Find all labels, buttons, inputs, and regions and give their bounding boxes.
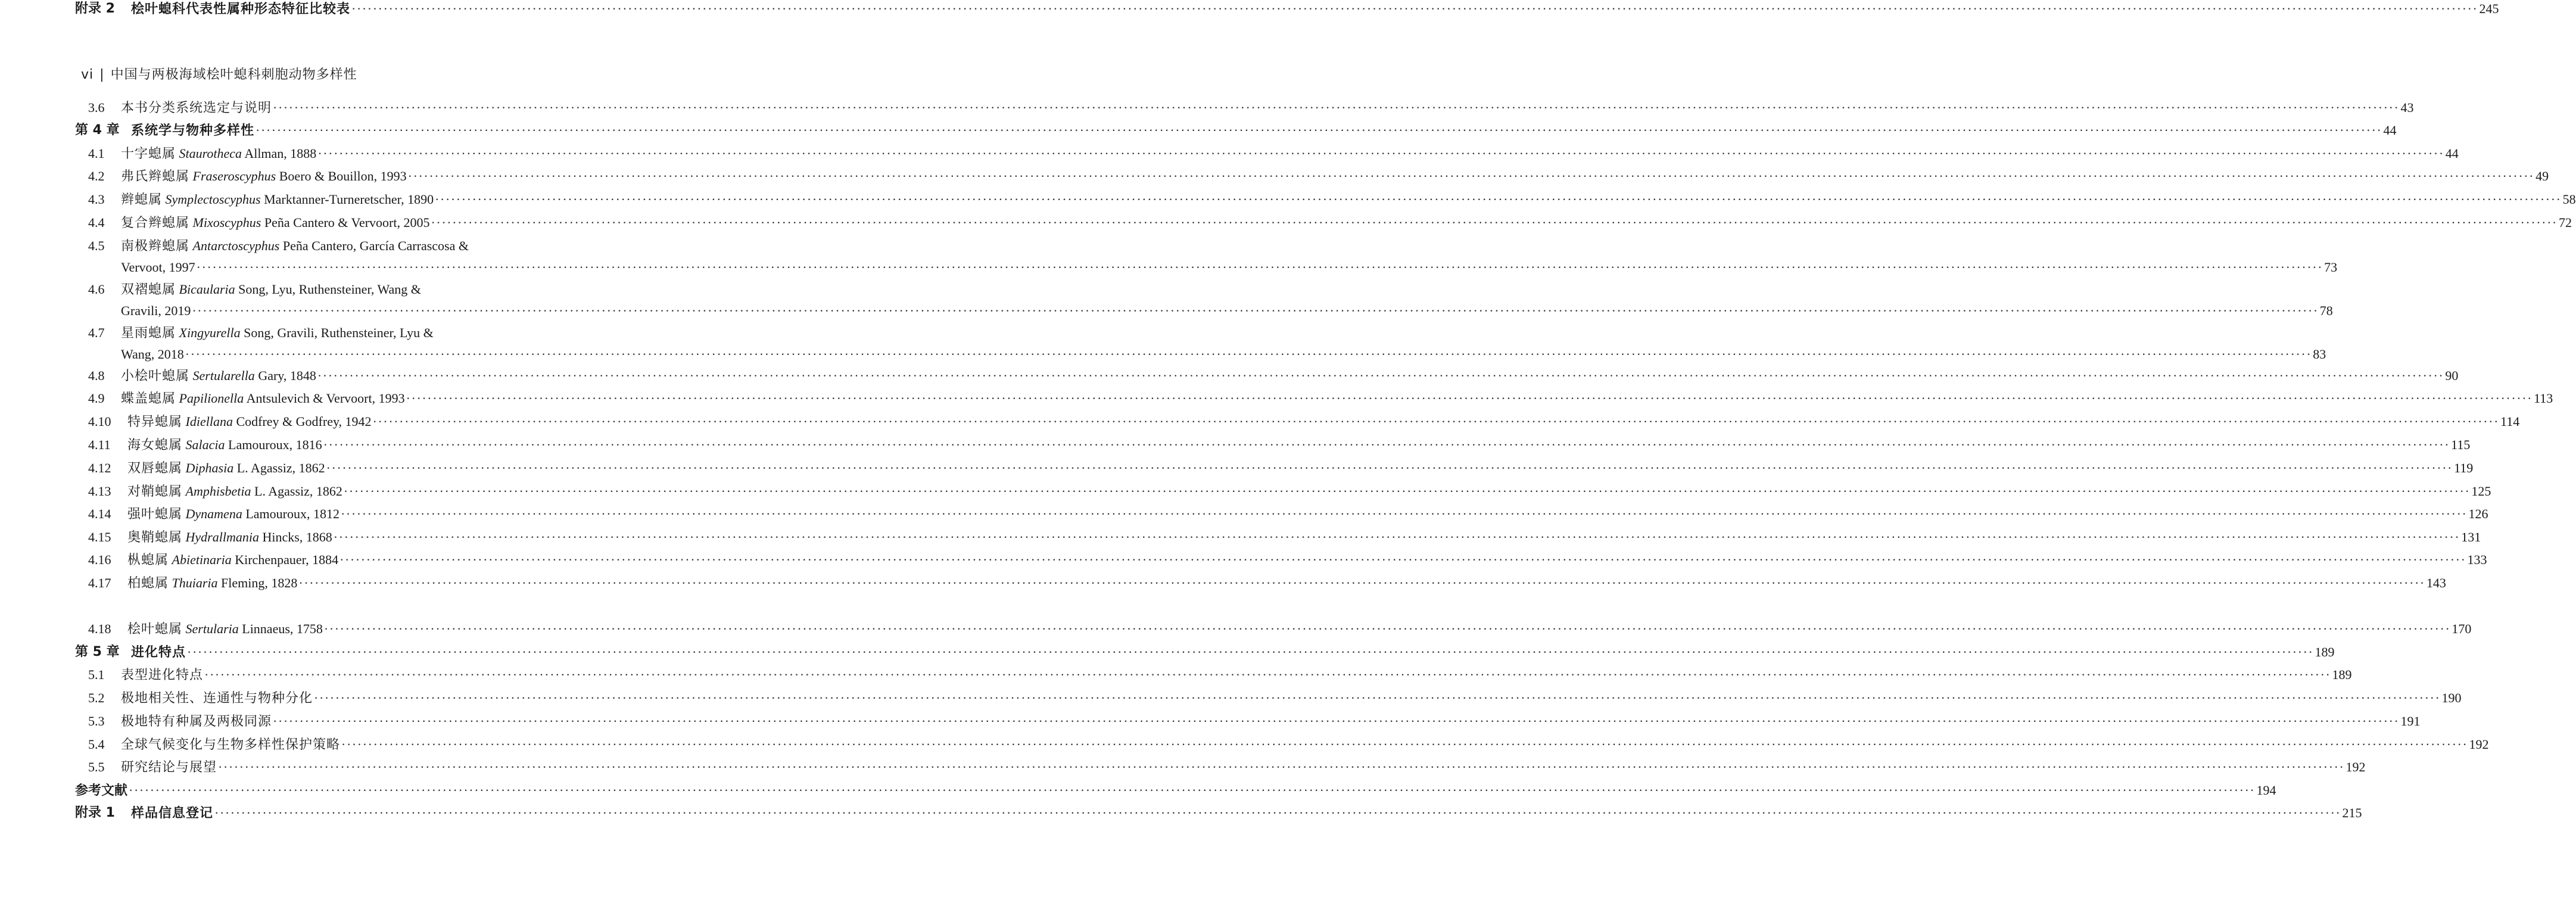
author-citation: L. Agassiz, 1862	[254, 484, 342, 499]
page-ref: 125	[2470, 482, 2491, 500]
author-citation-cont: Wang, 2018	[121, 347, 184, 362]
author-citation: Lamouroux, 1816	[228, 437, 322, 452]
genus-name: Idiellana	[185, 414, 233, 429]
toc-entry[interactable]	[0, 145, 2459, 163]
author-citation: Codfrey & Godfrey, 1942	[236, 414, 372, 429]
leader-dots: ················································································································································································································································································································································································································	[187, 645, 2314, 659]
genus-name: Mixoscyphus	[192, 215, 261, 230]
page-ref: 170	[2450, 620, 2471, 638]
toc-entry[interactable]	[0, 324, 643, 342]
toc-entry[interactable]	[0, 0, 2499, 18]
author-citation-cont: Gravili, 2019	[121, 303, 191, 318]
page-ref: 126	[2467, 505, 2488, 523]
toc-entry[interactable]	[0, 482, 2491, 500]
toc-title-cn: 星雨螅属	[121, 326, 176, 341]
leader-dots: ················································································································································································································································································································································································································	[326, 460, 2453, 475]
toc-entry[interactable]	[0, 122, 2397, 139]
leader-dots: ················································································································································································································································································································································································································	[129, 783, 2256, 798]
leader-dots: ················································································································································································································································································································································································································	[372, 414, 2500, 429]
toc-title-cn: 桧叶螅科代表性属种形态特征比较表	[131, 2, 351, 17]
toc-title-cn: 双唇螅属	[127, 461, 183, 476]
toc-title-cn: 奥鞘螅属	[127, 530, 183, 545]
toc-entry-continuation[interactable]	[0, 302, 2333, 320]
toc-entry[interactable]	[0, 620, 2472, 638]
author-citation-cont: Vervoot, 1997	[121, 260, 195, 275]
genus-name: Diphasia	[185, 460, 234, 475]
toc-entry[interactable]	[0, 528, 2481, 546]
toc-title-cn: 小桧叶螅属	[121, 369, 190, 384]
leader-dots: ················································································································································································································································································································································································································	[407, 169, 2535, 183]
genus-name: Sertularella	[192, 368, 255, 383]
toc-entry[interactable]	[0, 99, 2414, 117]
page-ref: 114	[2499, 413, 2519, 431]
toc-number: 4.2	[88, 169, 105, 183]
page-ref: 189	[2313, 643, 2334, 661]
leader-dots: ················································································································································································································································································································································································································	[431, 215, 2558, 230]
leader-dots: ················································································································································································································································································································································································································	[341, 737, 2468, 752]
toc-entry[interactable]	[0, 237, 643, 255]
author-citation: Hincks, 1868	[262, 530, 332, 544]
page-ref: 73	[2323, 259, 2337, 276]
toc-number: 5.2	[88, 690, 105, 705]
genus-name: Dynamena	[185, 506, 242, 521]
genus-name: Symplectoscyphus	[165, 192, 261, 207]
page-ref: 83	[2312, 345, 2326, 363]
page-number: vi	[81, 67, 94, 82]
leader-dots: ················································································································································································································································································································································································································	[185, 347, 2312, 362]
leader-dots: ················································································································································································································································································································································································································	[317, 146, 2444, 161]
toc-number: 4.12	[88, 460, 111, 475]
toc-title-cn: 强叶螅属	[127, 507, 183, 522]
toc-title-cn: 蝶盖螅属	[121, 391, 176, 406]
toc-entry[interactable]	[0, 782, 2276, 799]
toc-title-cn: 复合辫螅属	[121, 216, 190, 231]
toc-entry[interactable]	[0, 436, 2471, 454]
leader-dots: ················································································································································································································································································································································································································	[351, 1, 2478, 16]
toc-number: 4.5	[88, 238, 105, 253]
toc-title-cn: 双褶螅属	[121, 282, 176, 297]
leader-dots: ················································································································································································································································································································································································································	[314, 690, 2441, 705]
page-ref: 49	[2534, 167, 2549, 185]
leader-dots: ················································································································································································································································································································································································································	[196, 260, 2323, 275]
toc-title-cn: 南极辫螅属	[121, 239, 190, 254]
toc-entry-continuation[interactable]	[0, 345, 2326, 363]
leader-dots: ················································································································································································································································································································································································································	[333, 530, 2460, 544]
page-ref: 215	[2341, 804, 2362, 822]
leader-dots: ················································································································································································································································································································································································································	[256, 123, 2382, 138]
genus-name: Thuiaria	[172, 575, 218, 590]
page-ref: 119	[2453, 459, 2473, 477]
leader-dots: ················································································································································································································································································································································································································	[218, 759, 2345, 774]
toc-title-cn: 本书分类系统选定与说明	[121, 101, 272, 116]
running-header	[81, 64, 357, 83]
toc-title-cn: 柏螅属	[127, 576, 169, 591]
toc-number: 5.1	[88, 667, 105, 682]
toc-title-cn: 弗氏辫螅属	[121, 169, 190, 184]
page-ref: 90	[2444, 367, 2458, 385]
toc-entry[interactable]	[0, 712, 2421, 730]
toc-number: 第 4 章	[75, 123, 120, 138]
toc-number: 5.4	[88, 737, 105, 752]
toc-number: 4.1	[88, 146, 105, 161]
toc-title-cn: 极地相关性、连通性与物种分化	[121, 691, 313, 706]
toc-title-cn: 枞螅属	[127, 553, 169, 568]
toc-entry[interactable]	[0, 643, 2335, 661]
leader-dots: ················································································································································································································································································································································································································	[273, 714, 2400, 729]
genus-name: Abietinaria	[172, 552, 232, 567]
genus-name: Staurotheca	[179, 146, 242, 161]
leader-dots: ················································································································································································································································································································································································································	[214, 805, 2341, 820]
author-citation: Gary, 1848	[258, 368, 316, 383]
toc-title-cn: 极地特有种属及两极同源	[121, 714, 272, 729]
toc-title-cn: 辫螅属	[121, 192, 163, 207]
toc-number: 4.7	[88, 325, 105, 340]
toc-number: 5.5	[88, 759, 105, 774]
toc-entry[interactable]	[0, 758, 2366, 776]
author-citation: Song, Gravili, Ruthensteiner, Lyu &	[244, 325, 434, 340]
page-ref: 189	[2331, 666, 2351, 684]
toc-title: 参考文献	[75, 783, 128, 798]
leader-dots: ················································································································································································································································································································································································································	[273, 100, 2400, 115]
toc-entry[interactable]	[0, 191, 2576, 208]
toc-number: 4.13	[88, 484, 111, 499]
author-citation: Kirchenpauer, 1884	[235, 552, 339, 567]
page-ref: 131	[2460, 528, 2481, 546]
author-citation: Antsulevich & Vervoort, 1993	[246, 391, 405, 406]
page-ref: 194	[2255, 782, 2276, 799]
page-ref: 191	[2399, 712, 2420, 730]
toc-title-cn: 表型进化特点	[121, 668, 204, 683]
leader-dots: ················································································································································································································································································································································································································	[435, 192, 2562, 207]
toc-entry[interactable]	[0, 736, 2489, 754]
page-ref: 113	[2533, 390, 2553, 407]
page-ref: 245	[2478, 0, 2499, 18]
author-citation: Lamouroux, 1812	[245, 506, 339, 521]
toc-number: 4.8	[88, 368, 105, 383]
toc-entry[interactable]	[0, 551, 2487, 569]
leader-dots: ················································································································································································································································································································································································································	[317, 368, 2444, 383]
page-ref: 115	[2450, 436, 2470, 454]
toc-title-cn: 研究结论与展望	[121, 760, 217, 775]
leader-dots: ················································································································································································································································································································································································································	[298, 575, 2425, 590]
toc-number: 3.6	[88, 100, 105, 115]
author-citation: L. Agassiz, 1862	[236, 460, 325, 475]
toc-number: 4.6	[88, 282, 105, 297]
toc-entry-continuation[interactable]	[0, 259, 2338, 276]
toc-entry[interactable]	[0, 167, 2549, 185]
toc-number: 5.3	[88, 714, 105, 729]
genus-name: Bicaularia	[179, 282, 235, 297]
toc-entry[interactable]	[0, 804, 2362, 822]
leader-dots: ················································································································································································································································································································································································································	[340, 506, 2468, 521]
genus-name: Xingyurella	[179, 325, 241, 340]
toc-entry[interactable]	[0, 689, 2462, 707]
toc-number: 附录 2	[75, 1, 115, 16]
toc-entry[interactable]	[0, 214, 2572, 232]
toc-number: 4.9	[88, 391, 105, 406]
header-separator: |	[99, 67, 105, 82]
book-title: 中国与两极海域桧叶螅科刺胞动物多样性	[110, 67, 357, 82]
toc-number: 4.4	[88, 215, 105, 230]
toc-number: 4.3	[88, 192, 105, 207]
toc-entry[interactable]	[0, 459, 2474, 477]
page-ref: 43	[2399, 99, 2413, 117]
author-citation: Marktanner-Turneretscher, 1890	[264, 192, 434, 207]
toc-title-cn: 样品信息登记	[131, 806, 214, 821]
toc-title-cn: 进化特点	[131, 645, 186, 660]
leader-dots: ················································································································································································································································································································································································································	[406, 391, 2533, 406]
leader-dots: ················································································································································································································································································································································································································	[192, 303, 2319, 318]
author-citation: Fleming, 1828	[221, 575, 298, 590]
toc-title-cn: 对鞘螅属	[127, 484, 183, 499]
author-citation: Peña Cantero & Vervoort, 2005	[264, 215, 430, 230]
toc-number: 4.17	[88, 575, 111, 590]
leader-dots: ················································································································································································································································································································································································································	[323, 437, 2450, 452]
toc-entry[interactable]	[0, 390, 2553, 407]
author-citation: Allman, 1888	[244, 146, 317, 161]
toc-number: 4.10	[88, 414, 111, 429]
toc-entry[interactable]	[0, 574, 2446, 592]
page-ref: 190	[2440, 689, 2461, 707]
author-citation: Boero & Bouillon, 1993	[279, 169, 407, 183]
genus-name: Papilionella	[179, 391, 244, 406]
page-ref: 72	[2558, 214, 2572, 232]
page-ref: 44	[2444, 145, 2459, 163]
toc-title-cn: 海女螅属	[127, 438, 183, 453]
toc-entry[interactable]	[0, 666, 2352, 684]
toc-number: 4.18	[88, 621, 111, 636]
toc-number: 4.11	[88, 437, 111, 452]
toc-entry[interactable]	[0, 367, 2459, 385]
toc-entry[interactable]	[0, 413, 2520, 431]
leader-dots: ················································································································································································································································································································································································································	[343, 484, 2471, 499]
toc-number: 附录 1	[75, 805, 115, 820]
leader-dots: ················································································································································································································································································································································································································	[323, 621, 2451, 636]
page-ref: 192	[2468, 736, 2488, 754]
page-ref: 192	[2344, 758, 2365, 776]
toc-number: 4.14	[88, 506, 111, 521]
page-ref: 143	[2425, 574, 2446, 592]
toc-title-cn: 十字螅属	[121, 147, 176, 161]
toc-entry[interactable]	[0, 281, 643, 298]
toc-title-cn: 系统学与物种多样性	[131, 123, 255, 138]
author-citation: Linnaeus, 1758	[242, 621, 323, 636]
toc-title-cn: 桧叶螅属	[127, 622, 183, 637]
toc-number: 4.16	[88, 552, 111, 567]
page-ref: 44	[2382, 122, 2396, 139]
leader-dots: ················································································································································································································································································································································································································	[339, 552, 2466, 567]
genus-name: Hydrallmania	[185, 530, 259, 544]
toc-title-cn: 特异螅属	[127, 415, 183, 429]
toc-entry[interactable]	[0, 505, 2488, 523]
genus-name: Amphisbetia	[185, 484, 251, 499]
toc-number: 第 5 章	[75, 645, 120, 659]
genus-name: Antarctoscyphus	[192, 238, 280, 253]
page-ref: 78	[2319, 302, 2333, 320]
page-ref: 133	[2466, 551, 2487, 569]
author-citation: Song, Lyu, Ruthensteiner, Wang &	[238, 282, 421, 297]
toc-number: 4.15	[88, 530, 111, 544]
genus-name: Sertularia	[185, 621, 239, 636]
toc-title-cn: 全球气候变化与生物多样性保护策略	[121, 737, 341, 752]
page-ref: 58	[2562, 191, 2576, 208]
leader-dots: ················································································································································································································································································································································································································	[204, 667, 2331, 682]
author-citation: Peña Cantero, García Carrascosa &	[282, 238, 469, 253]
genus-name: Salacia	[185, 437, 225, 452]
genus-name: Fraseroscyphus	[192, 169, 276, 183]
